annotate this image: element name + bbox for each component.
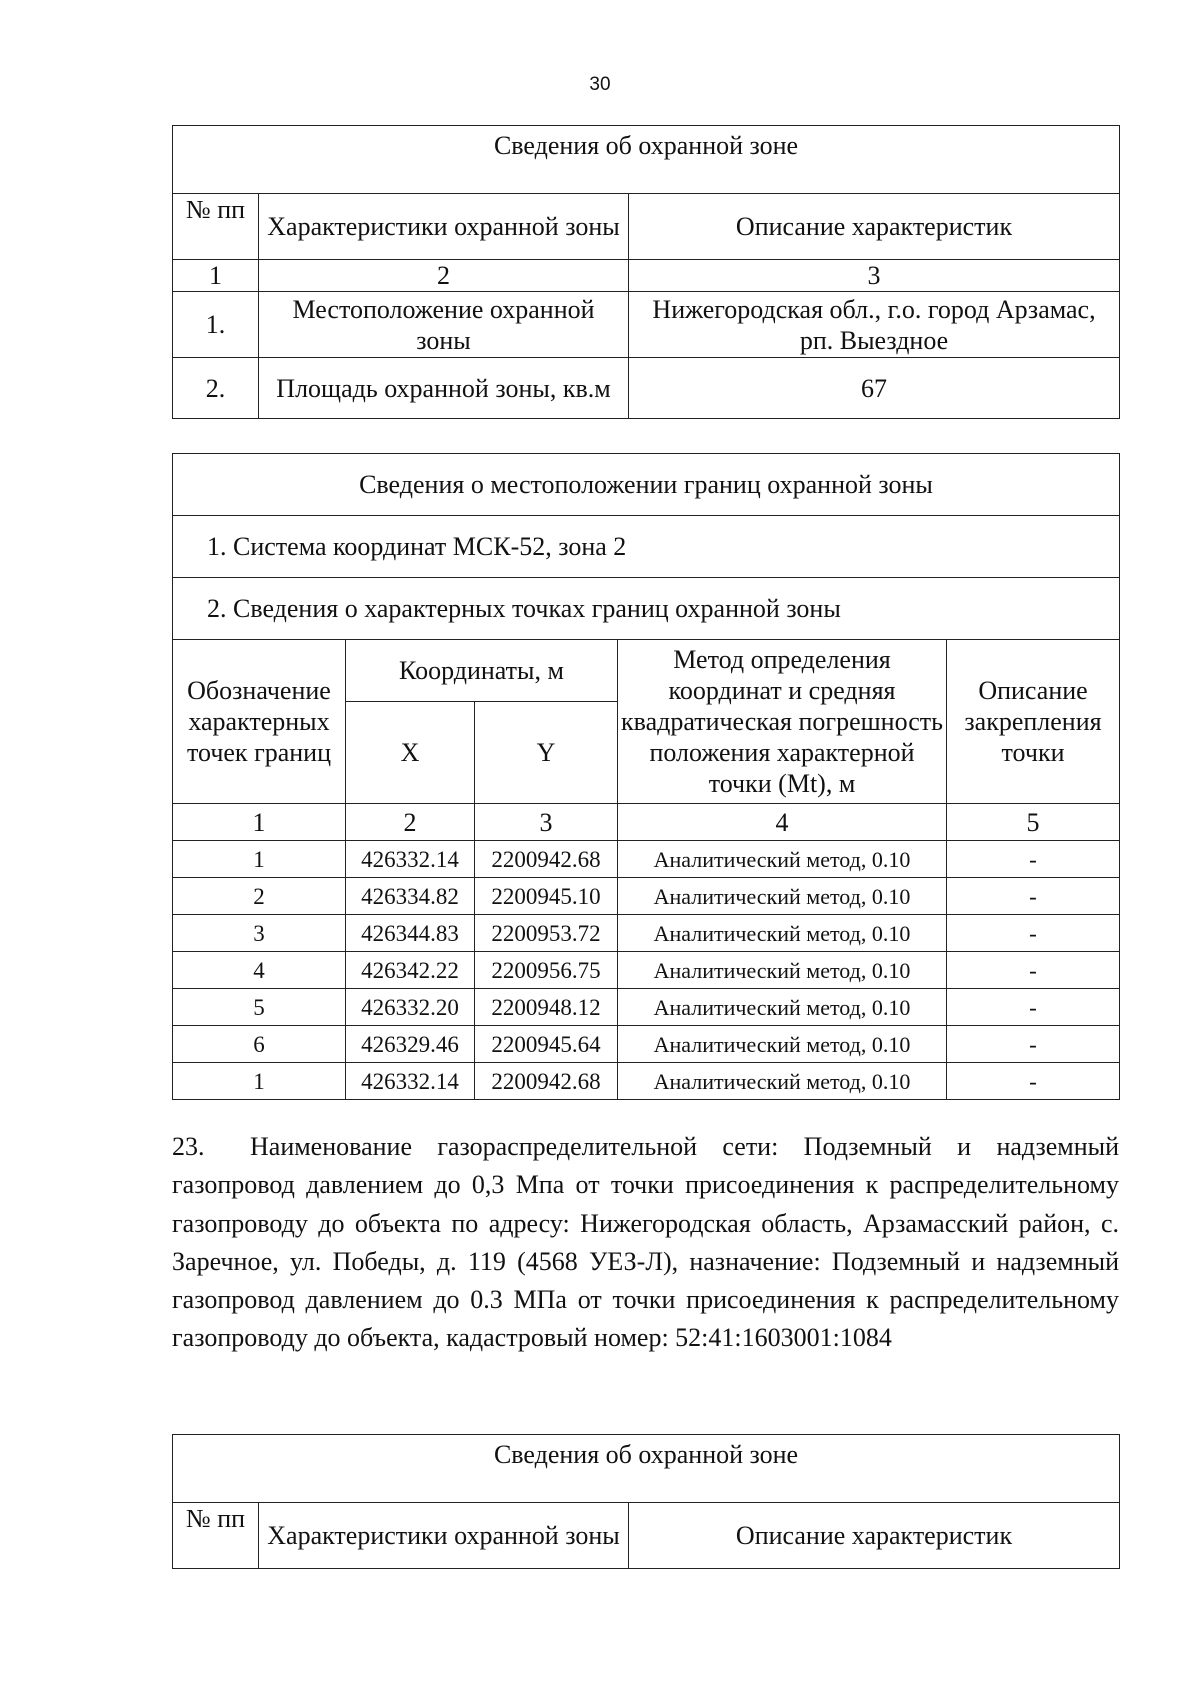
row-number: 1. bbox=[173, 292, 259, 358]
point-method: Аналитический метод, 0.10 bbox=[618, 878, 947, 915]
section-paragraph bbox=[172, 1128, 1119, 1358]
table-row bbox=[173, 878, 1120, 915]
col-number: 2 bbox=[259, 260, 629, 292]
table-row bbox=[173, 841, 1120, 878]
point-x: 426342.22 bbox=[346, 952, 475, 989]
paragraph-text: Наименование газораспределительной сети: Подземный и надземный газопровод давлением до 0,3 Мпа от точки присоединения к распределительному газопроводу до объекта по адресу: Нижегородская область, Арзамасский район, с. Заречное, ул. Победы, д. 119 (4568 УЕЗ-Л), назначение: Подземный и надземный газопровод давлением до 0.3 МПа от точки присоединения к распределительному газопроводу до объекта, кадастровый номер: 52:41:1603001:1084 bbox=[172, 1132, 1119, 1353]
zone-info-table-1 bbox=[172, 125, 1120, 419]
point-fixing: - bbox=[947, 878, 1120, 915]
header-designation: Обозначение характерных точек границ bbox=[173, 640, 346, 804]
table-row bbox=[173, 989, 1120, 1026]
col-header-characteristic: Характеристики охранной зоны bbox=[259, 194, 629, 260]
table-row bbox=[173, 952, 1120, 989]
point-y: 2200942.68 bbox=[475, 1063, 618, 1100]
table-row bbox=[173, 292, 1120, 358]
col-number: 1 bbox=[173, 260, 259, 292]
point-fixing: - bbox=[947, 1026, 1120, 1063]
col-number: 2 bbox=[346, 804, 475, 841]
page-number: 30 bbox=[589, 74, 611, 95]
boundary-table bbox=[172, 453, 1120, 1100]
point-method: Аналитический метод, 0.10 bbox=[618, 989, 947, 1026]
point-method: Аналитический метод, 0.10 bbox=[618, 1026, 947, 1063]
table-row bbox=[173, 358, 1120, 419]
point-x: 426332.20 bbox=[346, 989, 475, 1026]
point-x: 426332.14 bbox=[346, 1063, 475, 1100]
zone-info-title: Сведения об охранной зоне bbox=[173, 126, 1120, 194]
point-x: 426332.14 bbox=[346, 841, 475, 878]
col-header-num: № пп bbox=[173, 1503, 259, 1569]
point-y: 2200945.10 bbox=[475, 878, 618, 915]
point-id: 1 bbox=[173, 841, 346, 878]
col-header-characteristic: Характеристики охранной зоны bbox=[259, 1503, 629, 1569]
header-coordinates: Координаты, м bbox=[346, 640, 618, 702]
point-id: 3 bbox=[173, 915, 346, 952]
point-x: 426334.82 bbox=[346, 878, 475, 915]
table-row bbox=[173, 1063, 1120, 1100]
point-fixing: - bbox=[947, 915, 1120, 952]
col-number: 1 bbox=[173, 804, 346, 841]
row-characteristic: Площадь охранной зоны, кв.м bbox=[259, 358, 629, 419]
col-number: 3 bbox=[629, 260, 1120, 292]
point-id: 1 bbox=[173, 1063, 346, 1100]
point-id: 2 bbox=[173, 878, 346, 915]
zone-info-title: Сведения об охранной зоне bbox=[173, 1435, 1120, 1503]
point-id: 4 bbox=[173, 952, 346, 989]
header-x: X bbox=[346, 702, 475, 804]
table-row bbox=[173, 1026, 1120, 1063]
point-y: 2200945.64 bbox=[475, 1026, 618, 1063]
points-title: 2. Сведения о характерных точках границ охранной зоны bbox=[173, 578, 1120, 640]
paragraph-number: 23. bbox=[172, 1132, 205, 1161]
coordinate-system: 1. Система координат МСК-52, зона 2 bbox=[173, 516, 1120, 578]
point-y: 2200948.12 bbox=[475, 989, 618, 1026]
point-fixing: - bbox=[947, 989, 1120, 1026]
point-x: 426344.83 bbox=[346, 915, 475, 952]
header-method: Метод определения координат и средняя квадратическая погрешность положения характерной точки (Mt), м bbox=[618, 640, 947, 804]
point-method: Аналитический метод, 0.10 bbox=[618, 841, 947, 878]
point-method: Аналитический метод, 0.10 bbox=[618, 1063, 947, 1100]
boundary-title: Сведения о местоположении границ охранной зоны bbox=[173, 454, 1120, 516]
point-method: Аналитический метод, 0.10 bbox=[618, 915, 947, 952]
point-y: 2200956.75 bbox=[475, 952, 618, 989]
col-header-num: № пп bbox=[173, 194, 259, 260]
col-header-description: Описание характеристик bbox=[629, 194, 1120, 260]
point-id: 5 bbox=[173, 989, 346, 1026]
table-row bbox=[173, 915, 1120, 952]
header-y: Y bbox=[475, 702, 618, 804]
row-description: 67 bbox=[629, 358, 1120, 419]
row-characteristic: Местоположение охранной зоны bbox=[259, 292, 629, 358]
col-number: 4 bbox=[618, 804, 947, 841]
col-header-description: Описание характеристик bbox=[629, 1503, 1120, 1569]
col-number: 5 bbox=[947, 804, 1120, 841]
point-id: 6 bbox=[173, 1026, 346, 1063]
row-number: 2. bbox=[173, 358, 259, 419]
point-fixing: - bbox=[947, 952, 1120, 989]
point-x: 426329.46 bbox=[346, 1026, 475, 1063]
point-fixing: - bbox=[947, 841, 1120, 878]
point-fixing: - bbox=[947, 1063, 1120, 1100]
point-method: Аналитический метод, 0.10 bbox=[618, 952, 947, 989]
col-number: 3 bbox=[475, 804, 618, 841]
zone-info-table-2 bbox=[172, 1434, 1120, 1569]
header-fixing: Описание закрепления точки bbox=[947, 640, 1120, 804]
point-y: 2200953.72 bbox=[475, 915, 618, 952]
point-y: 2200942.68 bbox=[475, 841, 618, 878]
row-description: Нижегородская обл., г.о. город Арзамас, рп. Выездное bbox=[629, 292, 1120, 358]
